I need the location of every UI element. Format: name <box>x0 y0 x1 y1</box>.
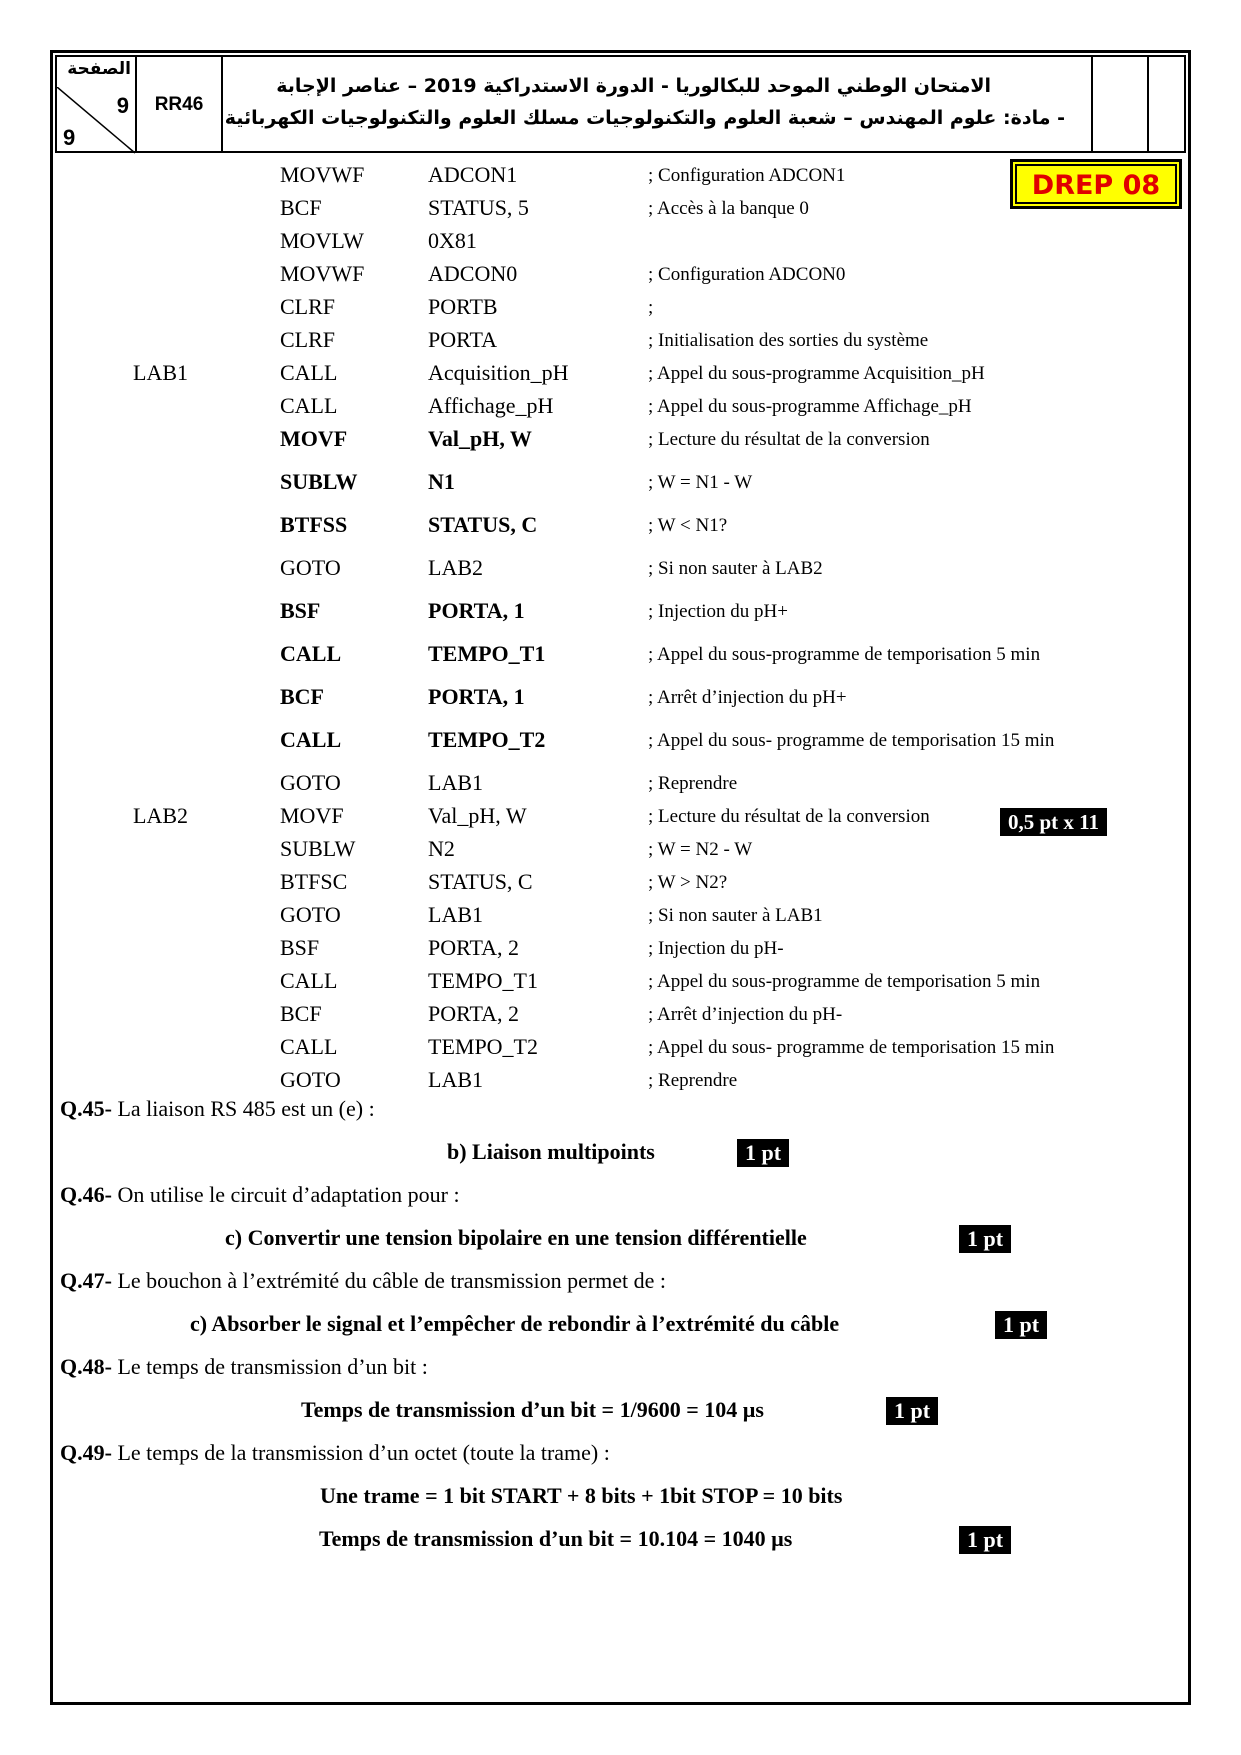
exam-code-cell <box>137 57 223 151</box>
comment: ; Appel du sous-programme de temporisation 5 min <box>648 644 1041 665</box>
score-badge-48: 1 pt <box>886 1397 938 1425</box>
program-line <box>0 555 1241 587</box>
instruction: CLRF <box>280 327 336 352</box>
instruction: BCF <box>280 1001 322 1026</box>
answer-45: b) Liaison multipoints <box>447 1139 655 1164</box>
instruction: MOVF <box>280 803 344 828</box>
operand: STATUS, C <box>428 512 538 537</box>
comment: ; W < N1? <box>648 515 728 536</box>
comment: ; <box>648 297 654 318</box>
comment: ; W = N1 - W <box>648 472 753 493</box>
instruction: BCF <box>280 684 324 709</box>
instruction: BTFSS <box>280 512 348 537</box>
blank-cell <box>1093 57 1149 151</box>
page-label: الصفحة <box>67 59 131 79</box>
comment: ; Accès à la banque 0 <box>648 198 809 219</box>
instruction: BTFSC <box>280 869 348 894</box>
program-label: LAB1 <box>133 360 188 385</box>
program-line <box>0 294 1241 326</box>
program-line <box>0 902 1241 934</box>
operand: STATUS, 5 <box>428 195 529 220</box>
page-number: 9 <box>116 93 129 118</box>
instruction: CALL <box>280 1034 338 1059</box>
program-line <box>0 684 1241 716</box>
instruction: MOVWF <box>280 261 365 286</box>
question-number: Q.48- <box>60 1354 112 1379</box>
answer-46: c) Convertir une tension bipolaire en une tension différentielle <box>225 1225 807 1250</box>
exam-code: RR46 <box>154 94 204 115</box>
operand: Acquisition_pH <box>428 360 569 385</box>
program-line <box>0 228 1241 260</box>
instruction: CALL <box>280 393 338 418</box>
comment: ; Injection du pH+ <box>648 601 788 622</box>
question-48 <box>60 1354 428 1380</box>
comment: ; Arrêt d’injection du pH- <box>648 1004 843 1025</box>
comment: ; Appel du sous-programme Affichage_pH <box>648 396 972 417</box>
operand: PORTB <box>428 294 498 319</box>
program-score-badge: 0,5 pt x 11 <box>1000 808 1107 836</box>
instruction: SUBLW <box>280 836 356 861</box>
program-line <box>0 935 1241 967</box>
question-text: La liaison RS 485 est un (e) : <box>117 1096 375 1121</box>
comment: ; Configuration ADCON0 <box>648 264 846 285</box>
instruction: CALL <box>280 360 338 385</box>
comment: ; Injection du pH- <box>648 938 784 959</box>
operand: LAB2 <box>428 555 483 580</box>
operand: PORTA, 2 <box>428 1001 520 1026</box>
exam-title-line1: الامتحان الوطني الموحد للبكالوريا - الدورة الاستدراكية 2019 – عناصر الإجابة <box>276 75 991 97</box>
score-badge-46: 1 pt <box>959 1225 1011 1253</box>
instruction: GOTO <box>280 555 341 580</box>
question-number: Q.45- <box>60 1096 112 1121</box>
operand: TEMPO_T1 <box>428 641 546 666</box>
comment: ; W = N2 - W <box>648 839 753 860</box>
operand: LAB1 <box>428 902 483 927</box>
instruction: CLRF <box>280 294 336 319</box>
comment: ; Initialisation des sorties du système <box>648 330 929 351</box>
comment: ; Reprendre <box>648 773 738 794</box>
comment: ; Lecture du résultat de la conversion <box>648 429 930 450</box>
program-line <box>0 836 1241 868</box>
operand: TEMPO_T1 <box>428 968 538 993</box>
question-number: Q.46- <box>60 1182 112 1207</box>
operand: 0X81 <box>428 228 477 253</box>
program-line <box>0 770 1241 802</box>
question-text: Le temps de transmission d’un bit : <box>117 1354 428 1379</box>
question-number: Q.49- <box>60 1440 112 1465</box>
instruction: SUBLW <box>280 469 358 494</box>
operand: STATUS, C <box>428 869 533 894</box>
program-line <box>0 598 1241 630</box>
instruction: MOVLW <box>280 228 364 253</box>
question-49 <box>60 1440 610 1466</box>
program-line <box>0 641 1241 673</box>
program-line <box>0 512 1241 544</box>
program-line <box>0 727 1241 759</box>
operand: Val_pH, W <box>428 803 527 828</box>
document-label: DREP 08 <box>1031 170 1161 201</box>
comment: ; Arrêt d’injection du pH+ <box>648 687 847 708</box>
instruction: GOTO <box>280 770 341 795</box>
operand: PORTA, 1 <box>428 598 525 623</box>
score-badge-49: 1 pt <box>959 1526 1011 1554</box>
comment: ; Appel du sous-programme de temporisation 5 min <box>648 971 1041 992</box>
operand: TEMPO_T2 <box>428 727 546 752</box>
comment: ; Si non sauter à LAB2 <box>648 558 823 579</box>
exam-title-cell <box>223 57 1093 151</box>
instruction: CALL <box>280 641 342 666</box>
instruction: GOTO <box>280 1067 341 1092</box>
operand: TEMPO_T2 <box>428 1034 538 1059</box>
program-line <box>0 360 1241 392</box>
operand: ADCON1 <box>428 162 518 187</box>
question-45 <box>60 1096 375 1122</box>
operand: PORTA <box>428 327 498 352</box>
operand: N1 <box>428 469 455 494</box>
question-text: Le bouchon à l’extrémité du câble de transmission permet de : <box>117 1268 667 1293</box>
program-line <box>0 1034 1241 1066</box>
program-label: LAB2 <box>133 803 188 828</box>
program-line <box>0 327 1241 359</box>
page-number-cell <box>57 57 137 151</box>
program-line <box>0 426 1241 458</box>
question-number: Q.47- <box>60 1268 112 1293</box>
instruction: BSF <box>280 935 320 960</box>
comment: ; W > N2? <box>648 872 728 893</box>
instruction: MOVF <box>280 426 348 451</box>
answer-48: Temps de transmission d’un bit = 1/9600 = 104 µs <box>301 1397 764 1422</box>
program-line <box>0 968 1241 1000</box>
answer-49-time: Temps de transmission d’un bit = 10.104 = 1040 µs <box>319 1526 793 1551</box>
operand: LAB1 <box>428 1067 483 1092</box>
comment: ; Lecture du résultat de la conversion <box>648 806 930 827</box>
operand: Val_pH, W <box>428 426 532 451</box>
instruction: GOTO <box>280 902 341 927</box>
operand: Affichage_pH <box>428 393 554 418</box>
program-line <box>0 1001 1241 1033</box>
comment: ; Reprendre <box>648 1070 738 1091</box>
comment: ; Si non sauter à LAB1 <box>648 905 823 926</box>
program-line <box>0 1067 1241 1099</box>
comment: ; Appel du sous-programme Acquisition_pH <box>648 363 985 384</box>
question-text: Le temps de la transmission d’un octet (toute la trame) : <box>117 1440 610 1465</box>
score-badge-45: 1 pt <box>737 1139 789 1167</box>
question-text: On utilise le circuit d’adaptation pour : <box>117 1182 460 1207</box>
question-47 <box>60 1268 666 1294</box>
answer-47: c) Absorber le signal et l’empêcher de rebondir à l’extrémité du câble <box>190 1311 840 1336</box>
instruction: BCF <box>280 195 322 220</box>
score-badge-47: 1 pt <box>995 1311 1047 1339</box>
exam-title-line2: - مادة: علوم المهندس – شعبة العلوم والتكنولوجيات مسلك العلوم والتكنولوجيات الكهربائية <box>224 107 1065 129</box>
program-line <box>0 393 1241 425</box>
operand: PORTA, 2 <box>428 935 520 960</box>
program-line <box>0 261 1241 293</box>
page-total: 9 <box>63 125 76 150</box>
instruction: CALL <box>280 727 342 752</box>
operand: ADCON0 <box>428 261 518 286</box>
instruction: CALL <box>280 968 338 993</box>
comment: ; Appel du sous- programme de temporisation 15 min <box>648 730 1055 751</box>
comment: ; Configuration ADCON1 <box>648 165 846 186</box>
instruction: MOVWF <box>280 162 365 187</box>
operand: LAB1 <box>428 770 483 795</box>
question-46 <box>60 1182 460 1208</box>
instruction: BSF <box>280 598 321 623</box>
program-line <box>0 869 1241 901</box>
operand: PORTA, 1 <box>428 684 525 709</box>
program-line <box>0 162 1241 194</box>
page-header <box>55 55 1186 153</box>
program-line <box>0 469 1241 501</box>
operand: N2 <box>428 836 455 861</box>
answer-49-frame: Une trame = 1 bit START + 8 bits + 1bit STOP = 10 bits <box>320 1483 843 1508</box>
program-line <box>0 195 1241 227</box>
comment: ; Appel du sous- programme de temporisation 15 min <box>648 1037 1055 1058</box>
